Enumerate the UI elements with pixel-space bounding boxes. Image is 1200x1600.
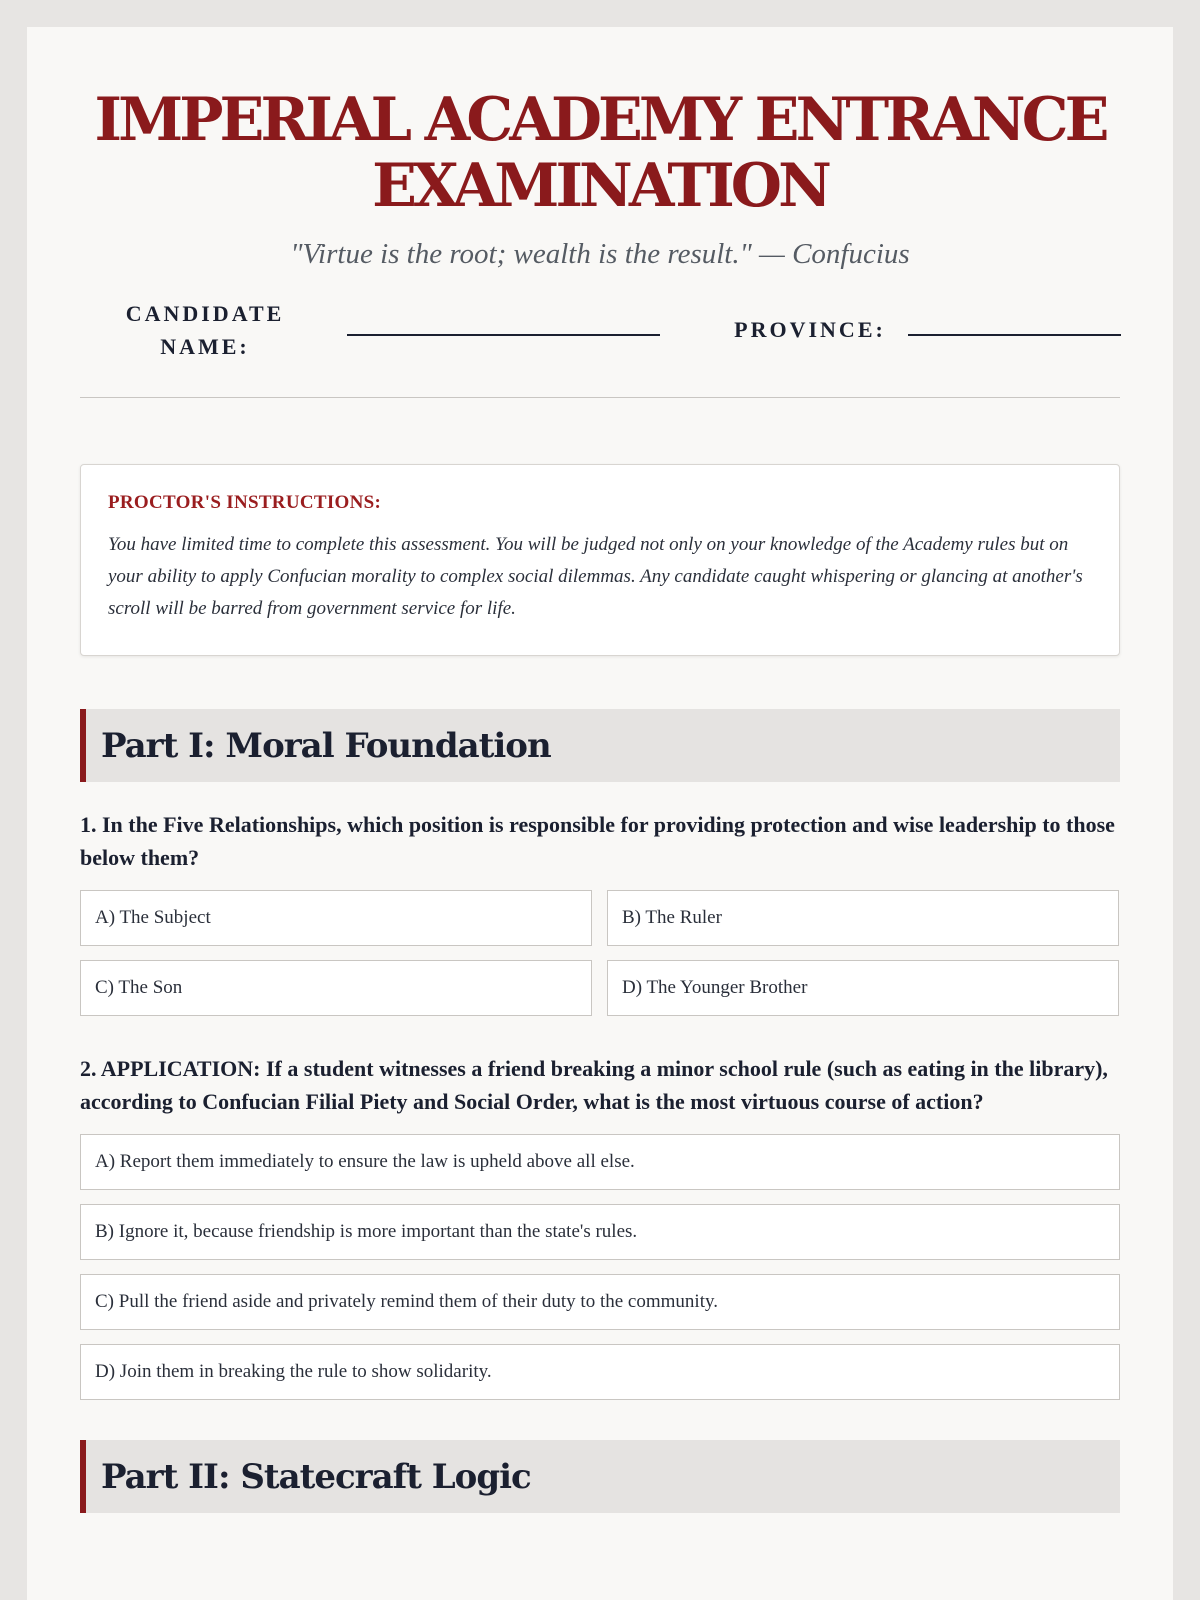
- instructions-body: You have limited time to complete this assessment. You will be judged not only on your knowledge of the Academy rules but on your ability to apply Confucian morality to complex social dilemmas. Any candidate caught whispering or glancing at another's scroll will be barred from government service for life.: [108, 534, 1083, 619]
- part-1-header: Part I: Moral Foundation: [80, 709, 1120, 782]
- candidate-fields: [80, 297, 1120, 377]
- q1-option-b[interactable]: B) The Ruler: [607, 890, 1119, 946]
- candidate-name-label: CANDIDATE NAME:: [125, 301, 285, 359]
- q2-option-a[interactable]: A) Report them immediately to ensure the law is upheld above all else.: [80, 1134, 1120, 1190]
- proctor-instructions-box: [80, 464, 1120, 656]
- province-input-line[interactable]: [908, 334, 1121, 336]
- instructions-title: PROCTOR'S INSTRUCTIONS:: [108, 492, 382, 513]
- part-2-header: Part II: Statecraft Logic: [80, 1440, 1120, 1513]
- q2-option-c[interactable]: C) Pull the friend aside and privately remind them of their duty to the community.: [80, 1274, 1120, 1330]
- q1-option-c[interactable]: C) The Son: [80, 960, 592, 1016]
- confucius-quote: "Virtue is the root; wealth is the result." — Confucius: [290, 238, 910, 270]
- exam-title: IMPERIAL ACADEMY ENTRANCE EXAMINATION: [94, 85, 1106, 221]
- q1-option-d[interactable]: D) The Younger Brother: [607, 960, 1119, 1016]
- province-label: PROVINCE:: [734, 317, 886, 342]
- q2-option-b[interactable]: B) Ignore it, because friendship is more important than the state's rules.: [80, 1204, 1120, 1260]
- question-2: 2. APPLICATION: If a student witnesses a friend breaking a minor school rule (such as eating in the library), according to Confucian Filial Piety and Social Order, what is the most virtuous course of action?: [80, 1056, 1108, 1114]
- q1-option-a[interactable]: A) The Subject: [80, 890, 592, 946]
- question-2-options: [80, 1134, 1120, 1400]
- question-1-options: [80, 890, 1120, 1016]
- candidate-name-input-line[interactable]: [347, 334, 660, 336]
- q2-option-d[interactable]: D) Join them in breaking the rule to show solidarity.: [80, 1344, 1120, 1400]
- exam-sheet: [27, 27, 1173, 1600]
- question-1: 1. In the Five Relationships, which position is responsible for providing protection and wise leadership to those below them?: [80, 812, 1115, 870]
- header-divider: [80, 397, 1120, 398]
